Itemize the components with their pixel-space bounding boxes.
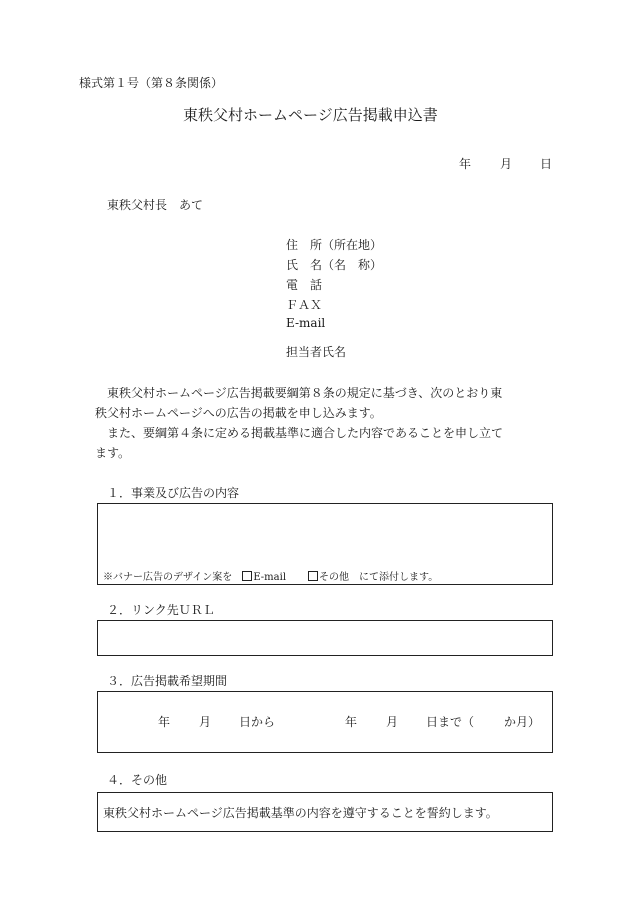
date-year: 年 [459, 157, 472, 171]
checkbox-other-label: その他 [319, 572, 350, 583]
period-year-1: 年 [158, 715, 171, 729]
date-month: 月 [500, 157, 513, 171]
applicant-name-label: 氏 名（名 称） [286, 258, 383, 272]
period-box[interactable] [97, 691, 553, 753]
period-months: か月） [504, 715, 541, 729]
body-line-4: ます。 [95, 446, 131, 460]
period-from: 日から [239, 715, 276, 729]
applicant-address-label: 住 所（所在地） [286, 238, 383, 252]
banner-note-prefix: ※バナー広告のデザイン案を [103, 572, 233, 583]
banner-note [103, 568, 438, 583]
form-number: 様式第１号（第８条関係） [79, 76, 224, 90]
section-4-heading: ４．その他 [107, 773, 168, 787]
applicant-phone-label: 電 話 [286, 278, 323, 292]
banner-note-suffix: にて添付します。 [359, 572, 439, 583]
link-url-box[interactable] [97, 620, 553, 656]
section-1-heading: １．事業及び広告の内容 [107, 486, 240, 500]
body-line-3: また、要綱第４条に定める掲載基準に適合した内容であることを申し立て [107, 426, 504, 440]
applicant-contact-label: 担当者氏名 [286, 345, 347, 359]
checkbox-email[interactable] [242, 571, 252, 581]
form-title: 東秩父村ホームページ広告掲載申込書 [183, 106, 438, 124]
checkbox-other[interactable] [308, 571, 318, 581]
period-month-2: 月 [386, 715, 399, 729]
period-month-1: 月 [199, 715, 212, 729]
section-3-heading: ３．広告掲載希望期間 [107, 674, 228, 688]
pledge-statement: 東秩父村ホームページ広告掲載基準の内容を遵守することを誓約します。 [103, 806, 498, 820]
period-year-2: 年 [345, 715, 358, 729]
checkbox-email-label: E-mail [253, 572, 287, 583]
section-2-heading: ２．リンク先ＵＲＬ [107, 603, 215, 617]
date-day: 日 [540, 157, 553, 171]
applicant-fax-label: ＦＡＸ [286, 298, 323, 312]
section-1-box[interactable] [97, 503, 553, 585]
body-line-2: 秩父村ホームページへの広告の掲載を申し込みます。 [95, 406, 382, 420]
addressee: 東秩父村長 あて [107, 198, 204, 212]
body-line-1: 東秩父村ホームページ広告掲載要綱第８条の規定に基づき、次のとおり東 [107, 386, 503, 400]
applicant-email-label: E-mail [286, 316, 326, 330]
pledge-box [97, 792, 553, 832]
period-to: 日まで（ [426, 715, 475, 729]
